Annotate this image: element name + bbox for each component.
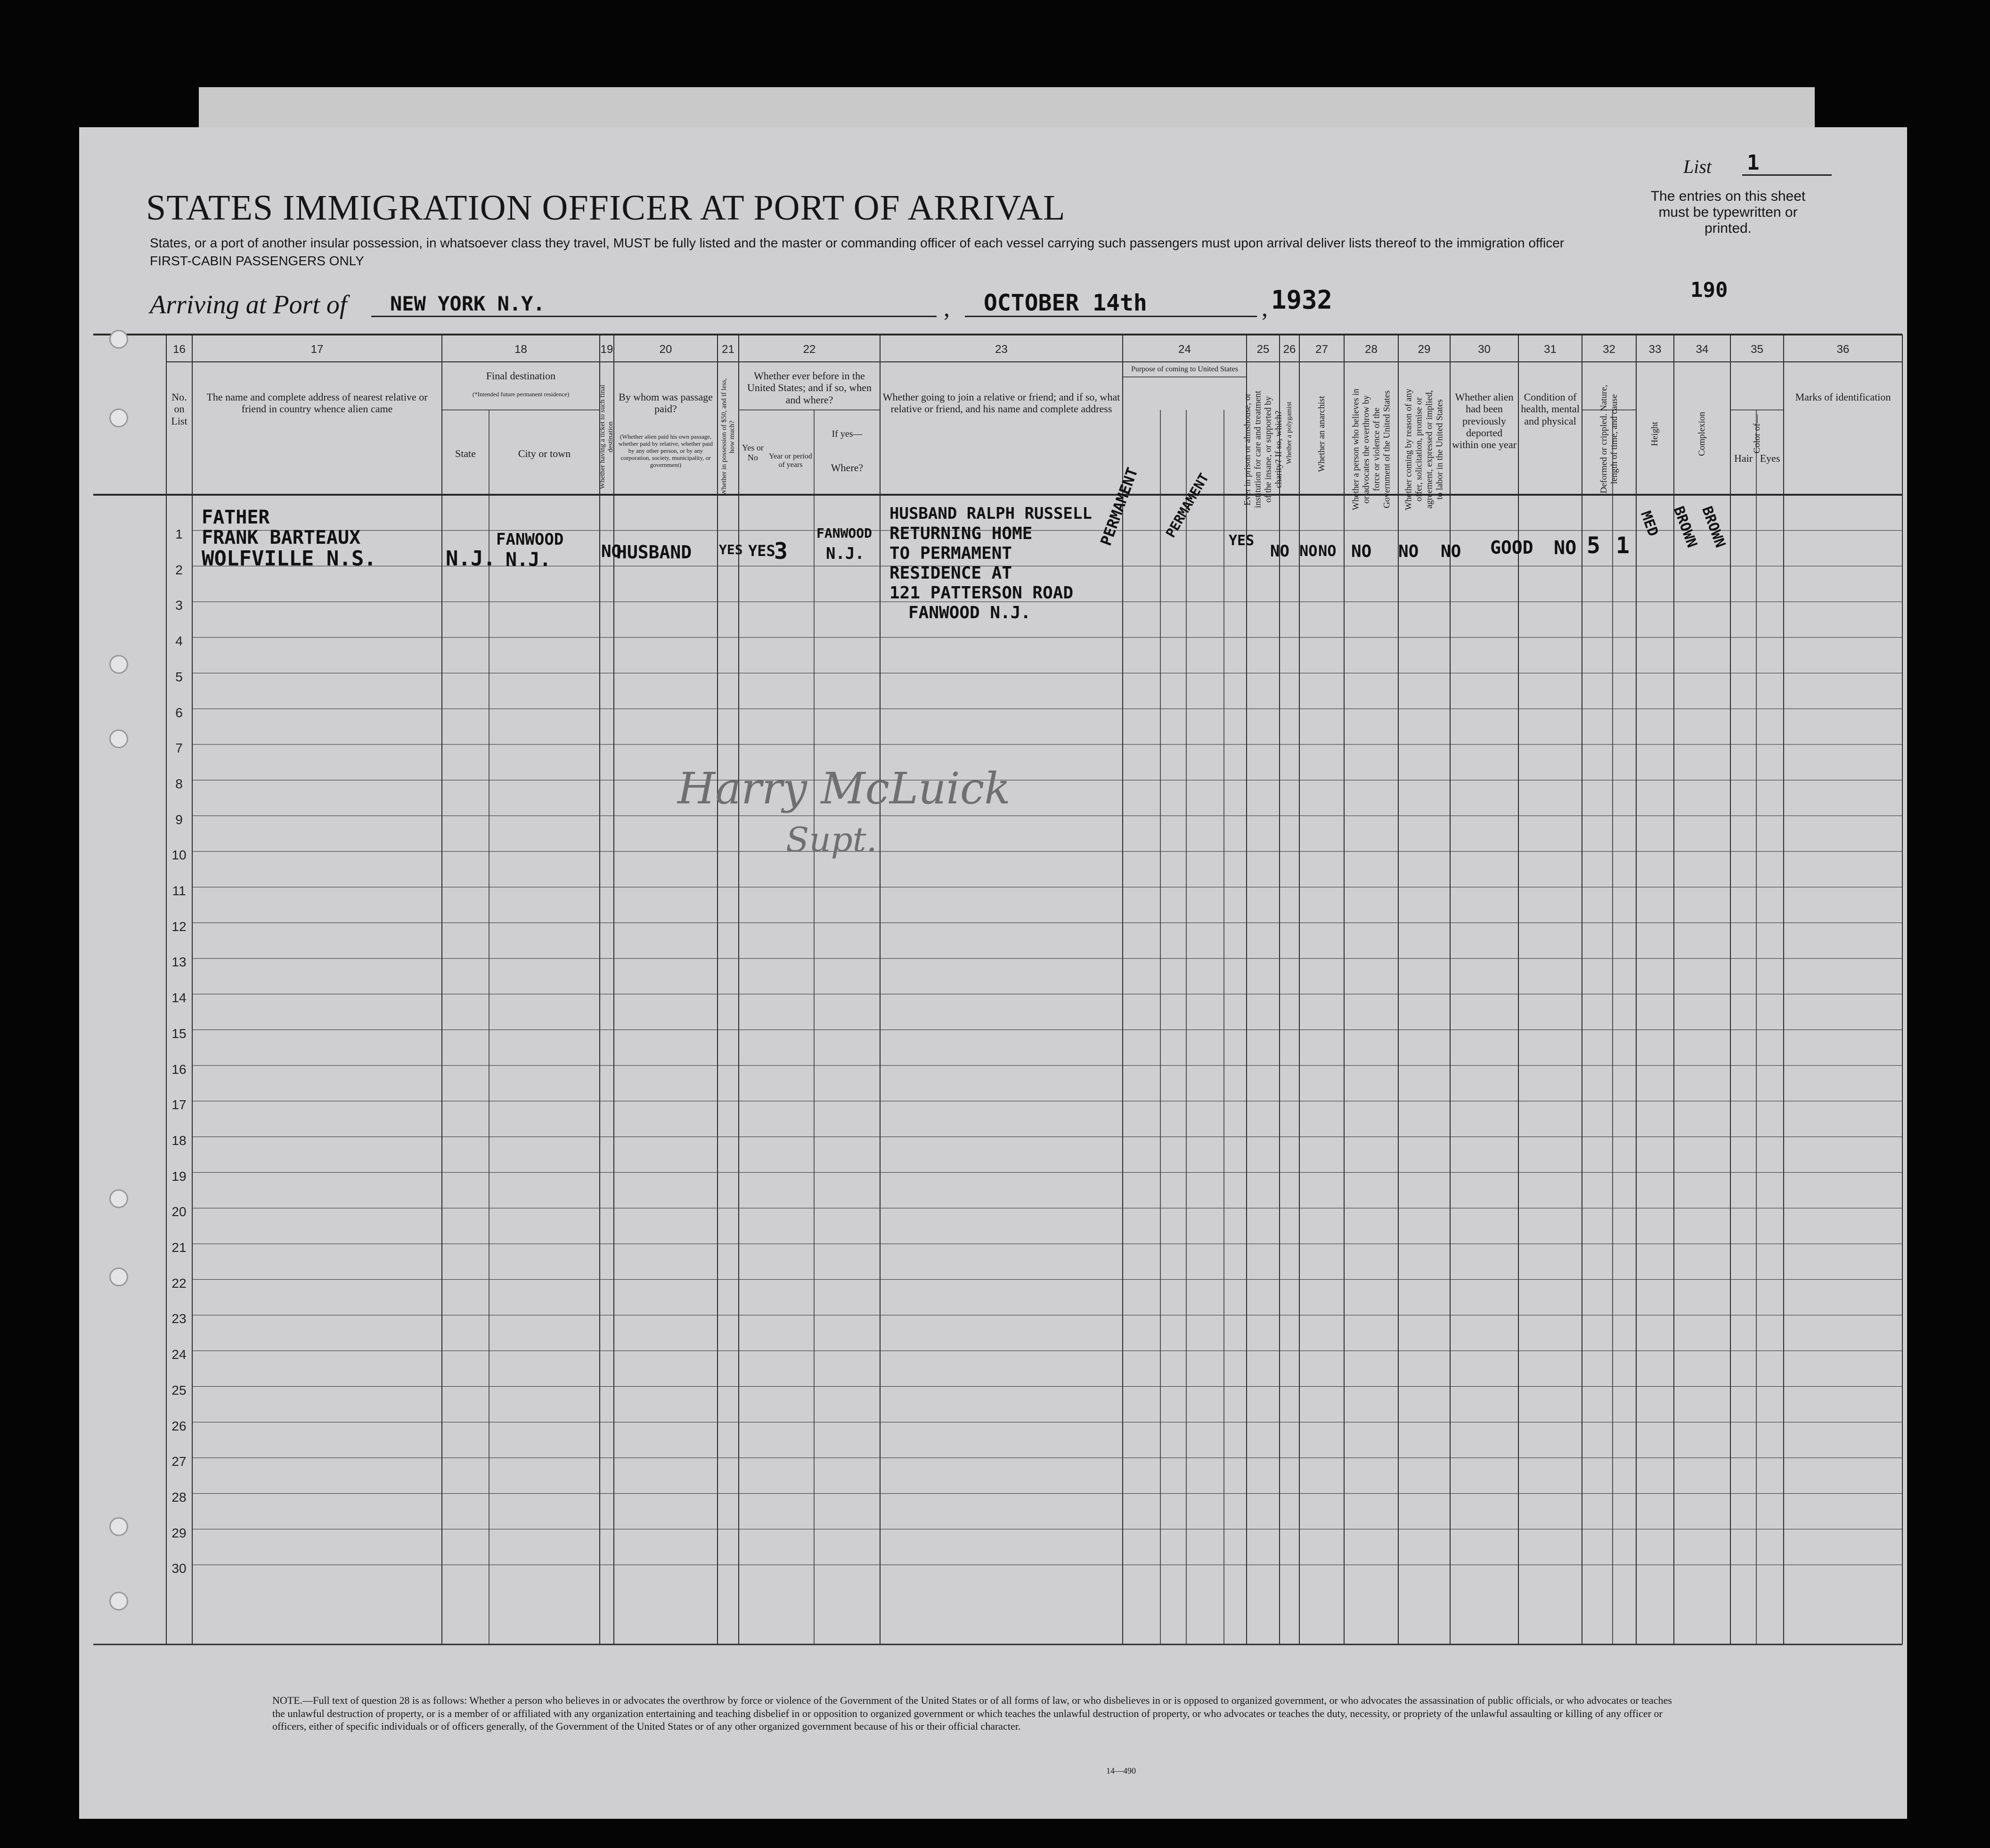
list-number: 1 <box>1747 151 1760 175</box>
row-number: 10 <box>171 848 187 863</box>
column-header: Whether a polygamist <box>1285 401 1293 464</box>
row-number: 14 <box>171 990 187 1006</box>
row-number: 19 <box>171 1169 187 1184</box>
cabin-class-label: FIRST-CABIN PASSENGERS ONLY <box>150 253 364 268</box>
column-number: 33 <box>1648 343 1662 356</box>
row-number: 8 <box>175 776 183 791</box>
subheader-where: Where? <box>831 462 864 474</box>
subheader-eyes: Eyes <box>1760 452 1780 464</box>
column-header: Color of— <box>1752 414 1762 454</box>
binder-hole <box>109 729 128 748</box>
column-header: Deformed or crippled. Nature, length of time, and cause <box>1599 384 1619 494</box>
row-number: 6 <box>175 705 183 720</box>
column-number: 22 <box>803 343 816 356</box>
height-inches-value: 1 <box>1616 532 1630 559</box>
column-header: Complexion <box>1697 411 1707 456</box>
before-in-us-value: YES <box>748 542 775 560</box>
q28-value: NO <box>1351 542 1372 561</box>
row-number: 25 <box>171 1382 187 1398</box>
column-header: Marks of identification <box>1795 391 1891 403</box>
column-number: 21 <box>722 343 734 356</box>
column-header: Whether a person who believes in or advocates the overthrow by force or violence of the Government of the United States <box>1350 388 1392 510</box>
passage-paid-value: HUSBAND <box>616 542 692 563</box>
q26-value: NO <box>1299 542 1318 560</box>
row-number: 1 <box>175 527 183 541</box>
row-number: 7 <box>175 741 183 756</box>
arrival-date: OCTOBER 14th <box>984 290 1147 316</box>
list-label: List <box>1683 156 1712 177</box>
q27-value: NO <box>1318 542 1337 560</box>
binder-hole <box>109 1267 128 1286</box>
row-number: 24 <box>171 1347 187 1362</box>
column-header: Purpose of coming to United States <box>1131 365 1239 373</box>
footnote-code: 14—490 <box>1106 1766 1136 1775</box>
column-number: 29 <box>1418 343 1431 356</box>
column-number: 28 <box>1365 343 1378 356</box>
column-header: Whether going to join a relative or friend; and if so, what relative or friend, and his name and complete address <box>882 391 1120 415</box>
join-line-4: RESIDENCE AT <box>889 564 1012 583</box>
row-number: 2 <box>175 562 183 577</box>
row-number: 30 <box>171 1561 187 1576</box>
column-header: Height <box>1650 422 1660 446</box>
health-value: GOOD <box>1490 537 1533 558</box>
column-header: Ever in prison or almshouse, or institution for care and treatment of the insane, or supported by charity? If so, which? <box>1242 391 1283 508</box>
subheader-if-yes: If yes— <box>832 429 863 439</box>
port-of-arrival: NEW YORK N.Y. <box>390 292 545 315</box>
column-header: No. on List <box>171 391 188 427</box>
footnote: NOTE.—Full text of question 28 is as follows: Whether a person who believes in or advocates the overthrow by force or violence of the Government of the United States or of all forms of law, or who disbelieves in or is opposed to organized government, or who advocates the assassination of public officials, or who advocates or teaches the unlawful destruction of property, or is a member of or affiliated with any organization entertaining and teaching disbelief in or opposition to organized government or which teaches the unlawful destruction of property, or who advocates or teaches the duty, necessity, or propriety of the unlawful assaulting or killing of any officer or officers, either of specific individuals or of officers generally, of the Government of the United States or of any other organized government because of his or their official character. <box>272 1694 1672 1732</box>
column-number: 35 <box>1751 343 1763 356</box>
binder-hole <box>109 1592 128 1611</box>
binder-hole <box>109 655 128 674</box>
subheader-years: Year or period of years <box>769 452 812 469</box>
column-subheader: (Whether alien paid his own passage, whether paid by relative, whether paid by any other person, or by any corporation, society, municipality, or government) <box>619 433 713 468</box>
column-header: Final destination <box>486 370 556 382</box>
join-line-5: 121 PATTERSON ROAD <box>889 583 1074 603</box>
purpose-yes: YES <box>1229 532 1255 549</box>
row-number: 22 <box>171 1276 187 1291</box>
fifty-dollars-value: YES <box>719 542 743 557</box>
q29-value: NO <box>1398 542 1419 561</box>
row-number: 16 <box>171 1062 187 1077</box>
state-value: N.J. <box>446 547 496 571</box>
row-number: 28 <box>171 1489 187 1505</box>
complexion-value: MED <box>1637 509 1662 539</box>
column-number: 23 <box>995 343 1008 356</box>
binder-hole <box>109 1189 128 1208</box>
column-number: 34 <box>1696 343 1709 356</box>
row-number: 3 <box>175 598 183 613</box>
row-number: 4 <box>175 634 183 649</box>
city-line-1: FANWOOD <box>496 530 564 549</box>
join-line-1: HUSBAND RALPH RUSSELL <box>889 504 1092 523</box>
column-header: Whether coming by reason of any offer, solicitation, promise or agreement, expressed or implied, to labor in the United States <box>1403 388 1444 510</box>
column-number: 17 <box>310 343 324 356</box>
column-number: 18 <box>514 343 527 356</box>
column-number: 32 <box>1603 343 1615 356</box>
relative-line-1: FATHER <box>202 507 270 528</box>
column-header: Whether alien had been previously deported within one year <box>1452 391 1517 451</box>
row-number: 11 <box>172 883 186 898</box>
column-header: By whom was passage paid? <box>619 391 713 415</box>
comma-separator-2: , <box>1262 295 1268 322</box>
column-number: 27 <box>1315 343 1328 356</box>
subheader-city: City or town <box>518 448 571 459</box>
binder-hole <box>109 1517 128 1536</box>
purpose-line-1: PERMAMENT <box>1097 465 1142 548</box>
binder-hole <box>109 330 128 349</box>
column-number: 20 <box>659 343 672 356</box>
relative-line-3: WOLFVILLE N.S. <box>202 547 376 571</box>
row-number: 15 <box>171 1026 187 1041</box>
column-number: 19 <box>600 343 613 356</box>
row-number: 29 <box>171 1525 187 1540</box>
deformed-value: NO <box>1554 537 1577 559</box>
row-number: 12 <box>171 919 187 934</box>
manifest-grid <box>79 127 1907 1819</box>
where-line-2: N.J. <box>826 544 865 563</box>
column-header: Whether an anarchist <box>1316 396 1327 472</box>
row-number: 21 <box>171 1240 187 1255</box>
form-number: 190 <box>1690 278 1728 302</box>
column-number: 30 <box>1478 343 1491 356</box>
join-line-3: TO PERMAMENT <box>889 544 1012 563</box>
row-number: 5 <box>175 669 183 684</box>
row-number: 13 <box>171 955 187 970</box>
subheader-yes-no: Yes or No <box>742 443 764 462</box>
subheader-state: State <box>455 448 476 459</box>
hair-value: BROWN <box>1670 504 1700 550</box>
typewritten-note: The entries on this sheet must be typewritten or printed. <box>1650 188 1806 236</box>
row-number: 17 <box>171 1097 187 1112</box>
subheader-hair: Hair <box>1734 452 1753 464</box>
join-line-2: RETURNING HOME <box>889 524 1033 543</box>
arriving-label: Arriving at Port of <box>150 290 347 319</box>
relative-line-2: FRANK BARTEAUX <box>202 527 361 548</box>
q25-value: NO <box>1270 542 1289 561</box>
instructions-text: States, or a port of another insular possession, in whatsoever class they travel, MUST be fully listed and the master or commanding officer of each vessel carrying such passengers must upon arrival deliver lists thereof to the immigration officer <box>150 236 1565 250</box>
purpose-line-2: PERMAMENT <box>1163 470 1212 540</box>
column-number: 25 <box>1256 343 1270 356</box>
column-number: 26 <box>1283 343 1296 356</box>
column-header: Whether having a ticket to such final destination <box>598 384 614 490</box>
officer-title-signature: Supt. <box>786 820 877 859</box>
arrival-year: 1932 <box>1271 285 1333 315</box>
comma-separator: , <box>944 295 950 322</box>
column-number: 31 <box>1544 343 1557 356</box>
column-header: Whether ever before in the United States; and if so, when and where? <box>747 370 872 406</box>
join-line-6: FANWOOD N.J. <box>908 603 1031 622</box>
officer-signature: Harry McLuick <box>677 763 1011 814</box>
q30-value: NO <box>1441 542 1461 561</box>
row-number: 20 <box>171 1204 187 1219</box>
eyes-value: BROWN <box>1698 504 1729 550</box>
column-subheader: (*Intended future permanent residence) <box>472 391 570 398</box>
manifest-sheet <box>79 127 1907 1819</box>
row-number: 18 <box>171 1133 187 1148</box>
page-title: STATES IMMIGRATION OFFICER AT PORT OF ARRIVAL <box>146 188 1066 228</box>
years-value: 3 <box>774 538 788 564</box>
row-number: 27 <box>171 1454 187 1469</box>
binder-hole <box>109 409 128 427</box>
column-number: 24 <box>1178 343 1191 356</box>
row-number: 9 <box>175 812 183 827</box>
column-header: Condition of health, mental and physical <box>1521 391 1580 427</box>
row-number: 26 <box>171 1418 187 1433</box>
city-line-2: N.J. <box>506 549 551 571</box>
column-number: 36 <box>1836 343 1850 356</box>
column-number: 16 <box>173 343 186 356</box>
height-feet-value: 5 <box>1587 532 1600 559</box>
row-number: 23 <box>171 1311 187 1326</box>
column-header: The name and complete address of nearest relative or friend in country whence alien came <box>206 391 428 415</box>
ticket-value: NO <box>601 542 622 561</box>
column-header: Whether in possession of $50, and if less, how much? <box>720 378 736 496</box>
where-line-1: FANWOOD <box>816 525 873 541</box>
